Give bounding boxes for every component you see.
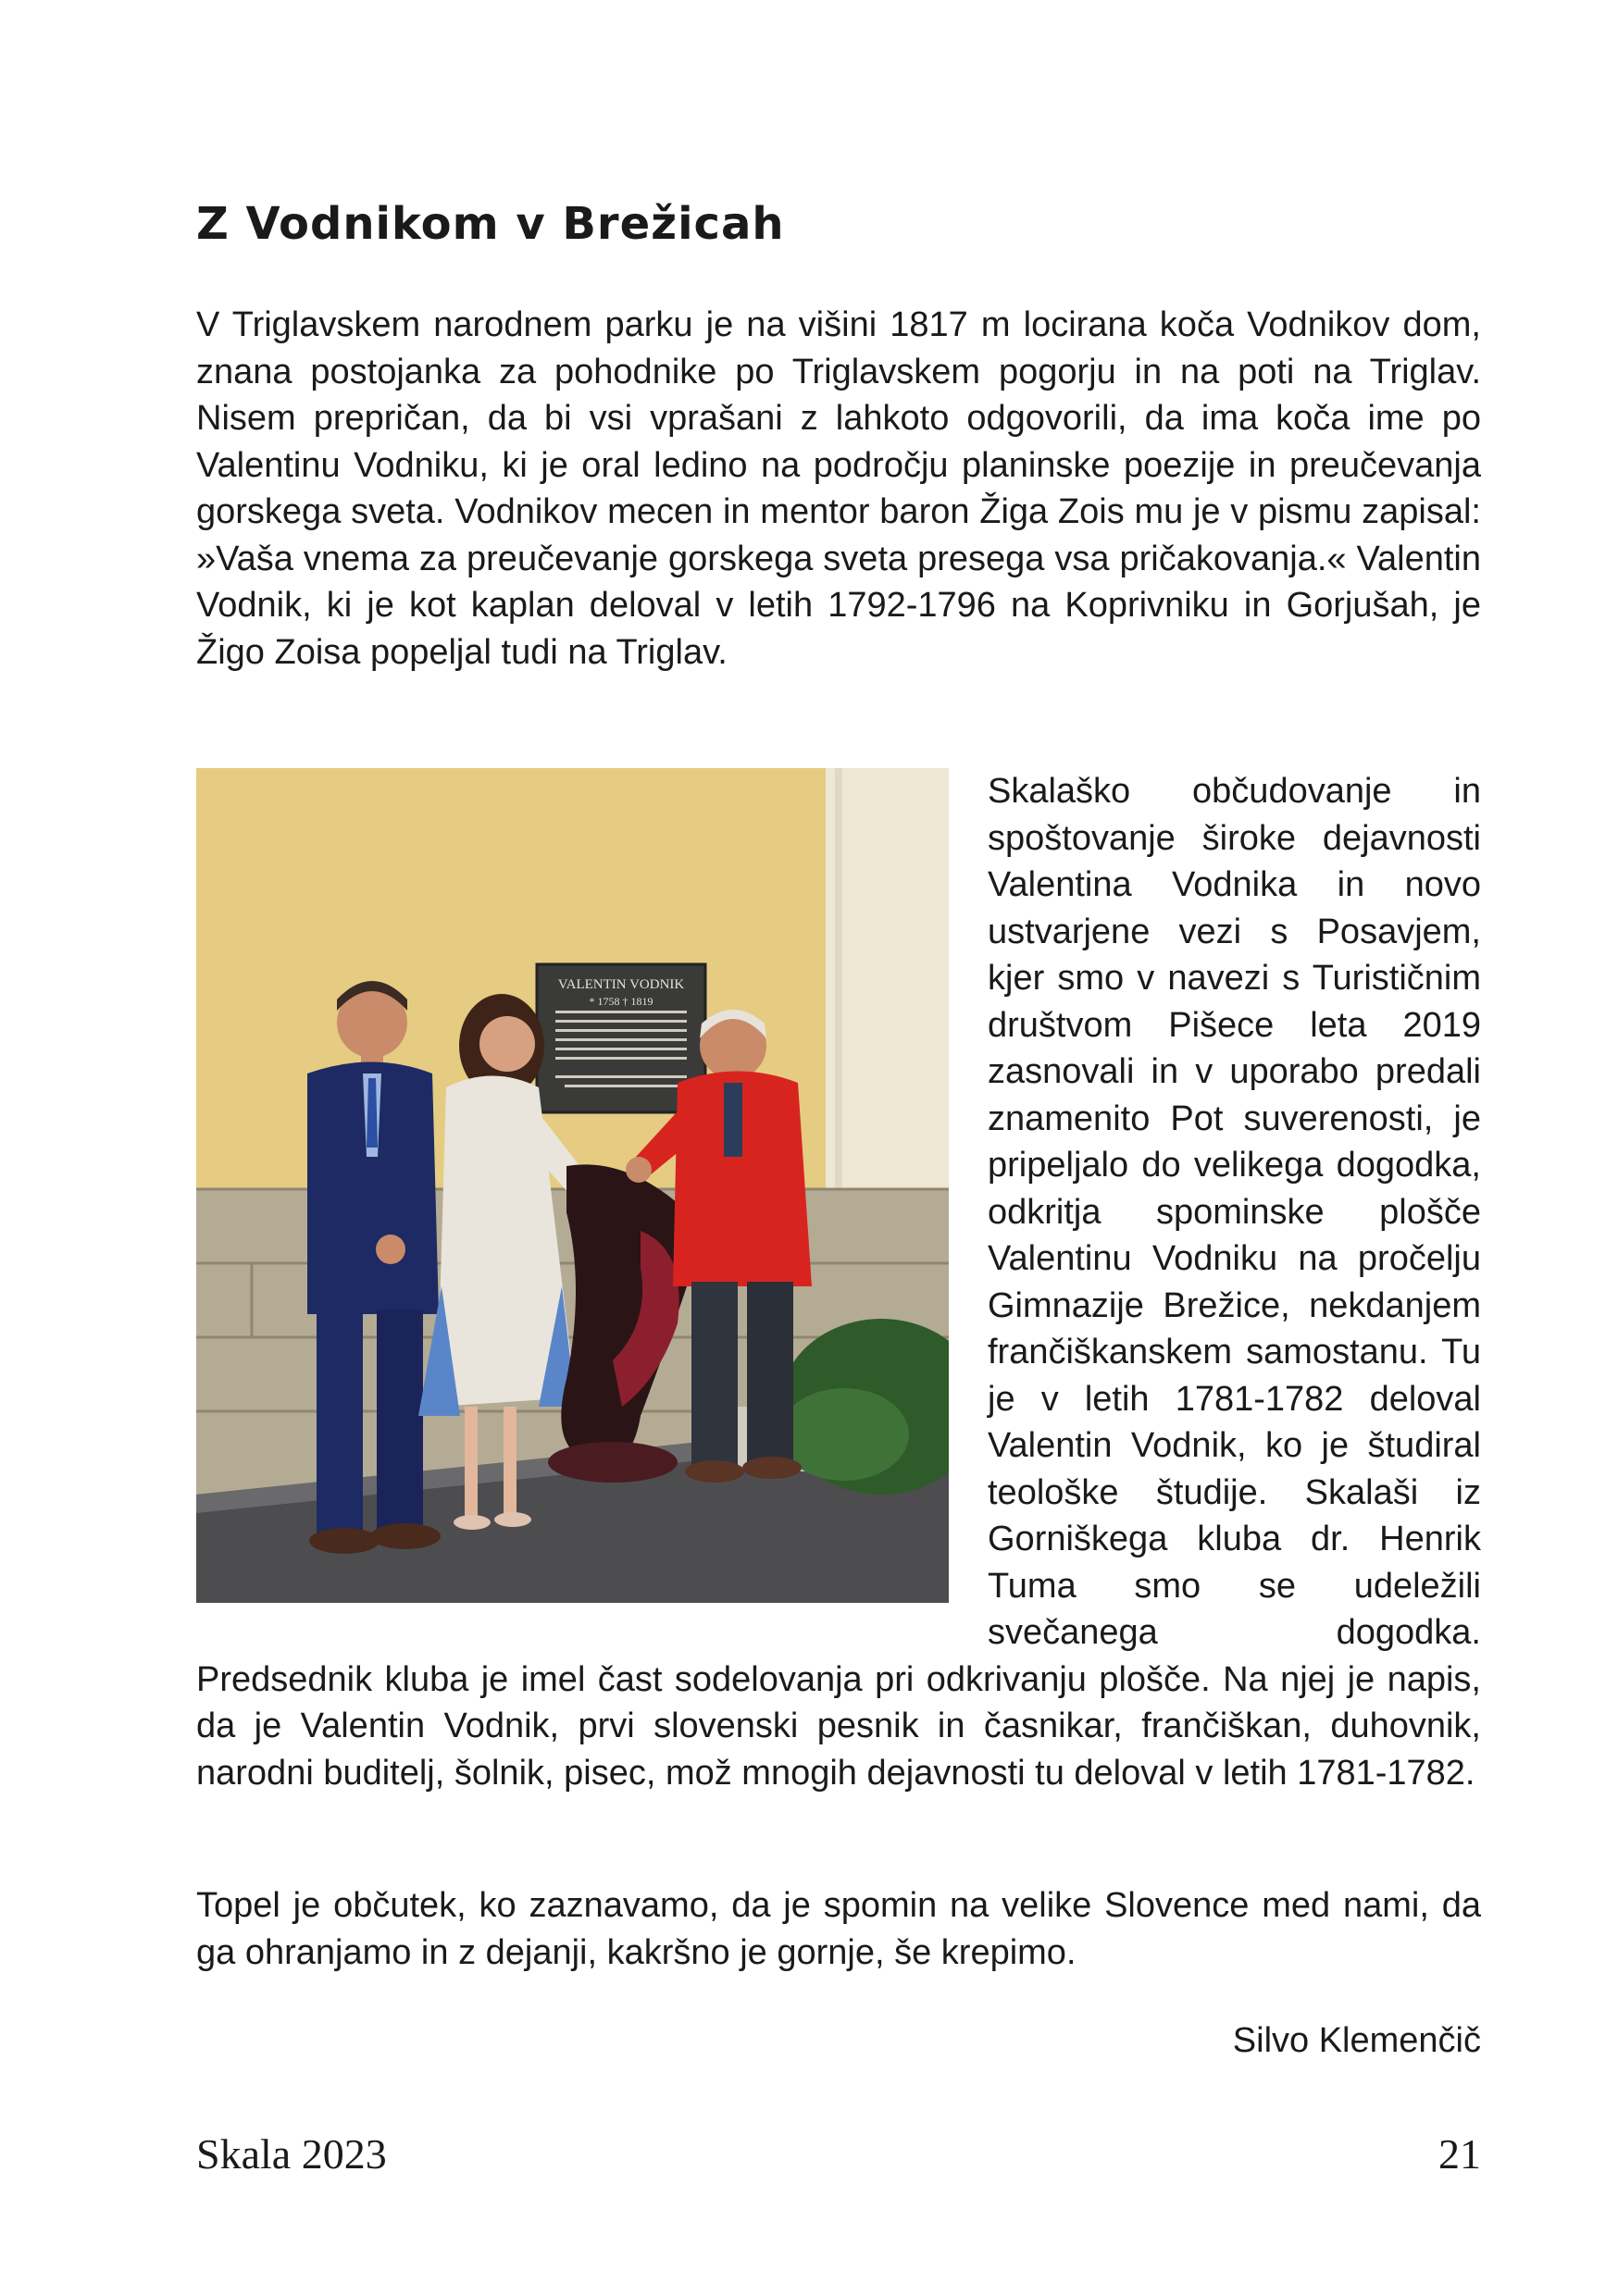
closing-paragraph: Topel je občutek, ko zaznavamo, da je spomin na velike Slovence med nami, da ga ohranjamo in z dejanji, kakršno je gornje, še krepimo. (196, 1886, 1481, 1972)
article-title: Z Vodnikom v Brežicah (196, 198, 785, 250)
intro-paragraph: V Triglavskem narodnem parku je na višini 1817 m locirana koča Vodnikov dom, znana postojanka za pohodnike po Triglavskem pogorju in na poti na Triglav. Nisem prepričan, da bi vsi vprašani z lahkoto odgovorili, da ima koča ime po Valentinu Vodniku, ki je oral ledino na področju planinske poezije in preučevanja gorskega sveta. Vodnikov mecen in mentor baron Žiga Zois mu je v pismu zapisal: »Vaša vnema za preučevanje gorskega sveta presega vsa pričakovanja.« Valentin Vodnik, ki je kot kaplan deloval v letih 1792-1796 na Koprivniku in Gorjušah, je Žigo Zoisa popeljal tudi na Triglav. (196, 305, 1481, 672)
main-section (196, 768, 1481, 1796)
main-paragraph: Skalaško občudovanje in spoštovanje široke dejavnosti Valentina Vodnika in novo ustvarjene vezi s Posavjem, kjer smo v navezi s Turističnim društvom Pišece leta 2019 zasnovali in v uporabo predali znamenito Pot suverenosti, je pripeljalo do velikega dogodka, odkritja spominske plošče Valentinu Vodniku na pročelju Gimnazije Brežice, nekdanjem frančiškanskem samostanu. Tu je v letih 1781-1782 deloval Valentin Vodnik, ko je študiral teološke študije. Skalaši iz Gorniškega kluba dr. Henrik Tuma smo se udeležili svečanega dogodka. Predsednik kluba je imel čast sodelovanja pri odkrivanju plošče. Na njej je napis, da je Valentin Vodnik, prvi slovenski pesnik in časnikar, frančiškan, duhovnik, narodni buditelj, šolnik, pisec, mož mnogih dejavnosti tu deloval v letih 1781-1782. (196, 772, 1481, 1793)
unveiling-photo-illustration (196, 768, 949, 1603)
plaque-years: * 1758 † 1819 (589, 995, 653, 1008)
footer-publication: Skala 2023 (196, 2130, 387, 2178)
unveiling-photo (196, 768, 949, 1603)
page-number: 21 (1438, 2130, 1481, 2178)
author-signature: Silvo Klemenčič (1232, 2021, 1481, 2060)
plaque-name: VALENTIN VODNIK (557, 977, 685, 992)
